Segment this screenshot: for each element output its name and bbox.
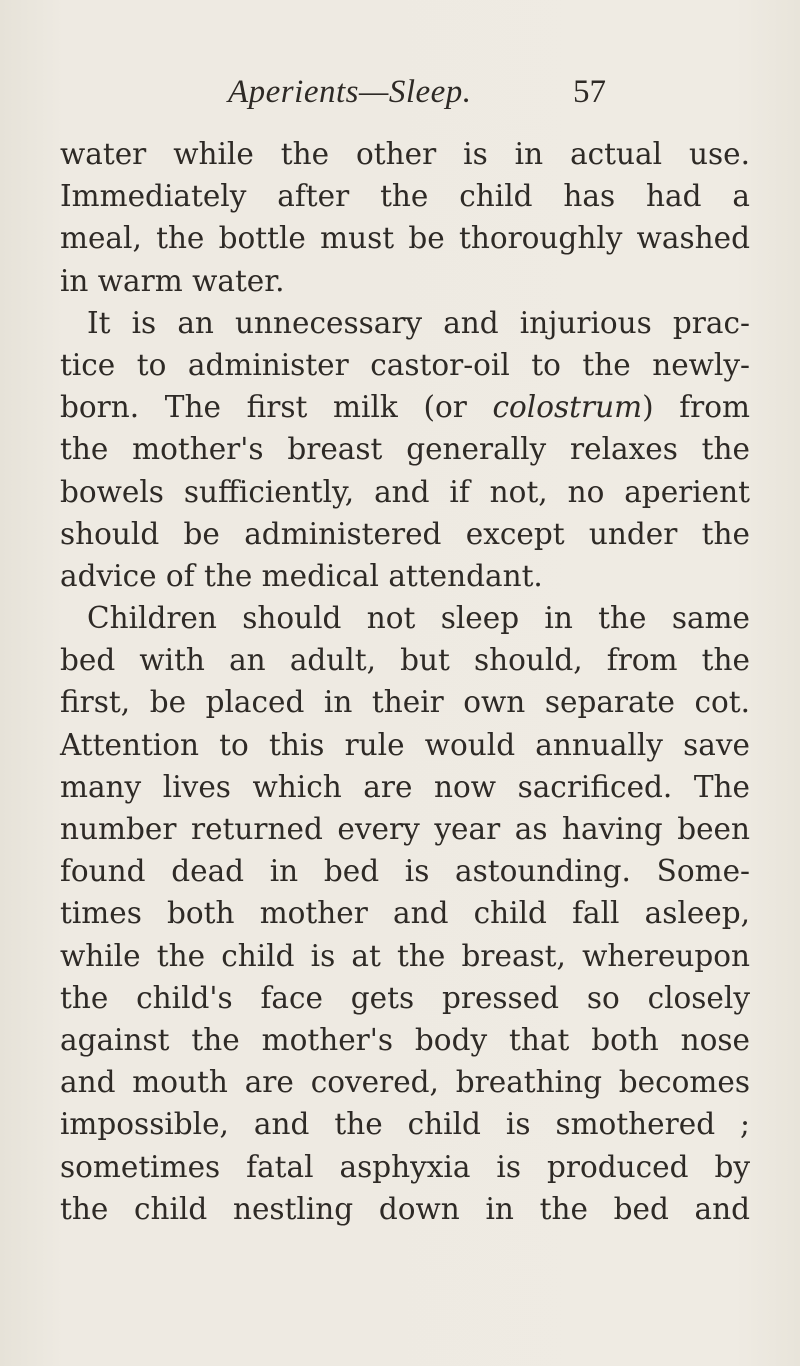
text-line: sometimes fatal asphyxia is produced by [60,1149,750,1184]
text-line: the child nestling down in the bed and [60,1191,750,1226]
text-line: Immediately after the child has had a [60,179,750,214]
text-line: in warm water. [60,263,285,298]
paragraph-start-line: It is an unnecessary and injurious prac- [87,305,750,340]
text-line: water while the other is in actual use. [60,137,750,171]
text-line: times both mother and child fall asleep, [60,896,750,931]
text-line: and mouth are covered, breathing becomes [60,1065,750,1100]
text-line: the child's face gets pressed so closely [60,980,750,1015]
paragraph-start-line: Children should not sleep in the same [87,601,750,636]
page-header [0,74,800,114]
text-line: while the child is at the breast, whereupon [60,938,750,973]
body-text [60,133,750,1230]
text-segment: ) from [642,390,751,425]
text-line: tice to administer castor-oil to the newly- [60,347,750,382]
text-line [60,386,750,428]
text-line: bowels sufficiently, and if not, no aperient [60,474,750,509]
text-line: advice of the medical attendant. [60,558,543,593]
text-line: the mother's breast generally relaxes the [60,432,750,467]
italic-term: colostrum [492,390,643,425]
text-line: meal, the bottle must be thoroughly washed [60,221,750,256]
text-line: Attention to this rule would annually save [60,727,750,762]
text-line: should be administered except under the [60,516,750,551]
text-line: impossible, and the child is smothered ; [60,1107,750,1142]
text-line: against the mother's body that both nose [60,1022,750,1057]
text-line: found dead in bed is astounding. Some- [60,854,750,889]
text-line: first, be placed in their own separate cot. [60,685,750,720]
text-line: many lives which are now sacrificed. The [60,769,750,804]
text-segment: born. The first milk (or [60,390,493,425]
running-title: Aperients—Sleep. [228,74,472,110]
text-line: number returned every year as having been [60,812,750,846]
page-number: 57 [573,74,606,110]
text-line: bed with an adult, but should, from the [60,643,750,678]
